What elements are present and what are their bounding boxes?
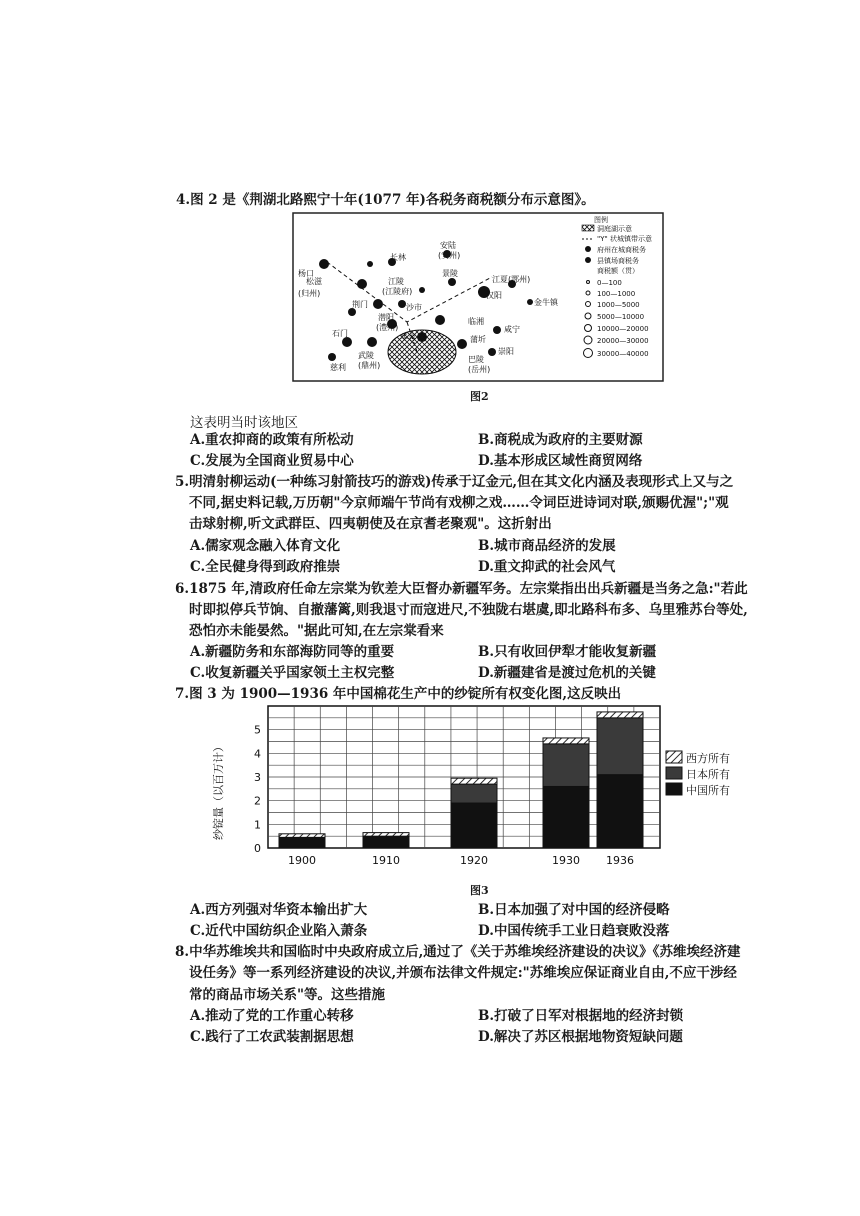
place-label: 巴陵 [468, 355, 484, 364]
city-dot [328, 353, 336, 361]
place-label: 沙市 [406, 303, 422, 312]
x-tick-label: 1930 [552, 854, 580, 867]
q7-option-c: C.近代中国纺织企业陷入萧条 [190, 923, 368, 939]
q7-option-a: A.西方列强对华资本输出扩大 [190, 902, 368, 918]
tax-distribution-map [292, 212, 664, 382]
place-label: 慈利 [330, 363, 346, 372]
q4-option-a: A.重农抑商的政策有所松动 [190, 432, 354, 448]
bar-日本所有-1930 [543, 744, 589, 787]
place-label: 安陆 [440, 241, 456, 250]
figure-2-caption: 图2 [470, 390, 489, 403]
city-dot [435, 315, 445, 325]
q8-line-2: 设任务》等一系列经济建设的决议,并颁布法律文件规定:"苏维埃应保证商业自由,不应干涉经 [189, 965, 737, 981]
svg-text:图例: 图例 [594, 216, 608, 224]
x-tick-label: 1910 [372, 854, 400, 867]
bar-中国所有-1910 [363, 836, 409, 848]
figure-3-caption: 图3 [470, 884, 489, 897]
svg-text:5000—10000: 5000—10000 [597, 313, 645, 321]
legend-swatch [666, 767, 682, 779]
svg-text:县镇场商税务: 县镇场商税务 [597, 257, 639, 265]
place-label: 汉阳 [486, 291, 502, 300]
city-dot [342, 337, 352, 347]
q4-option-c: C.发展为全国商业贸易中心 [190, 453, 354, 469]
q4-follow: 这表明当时该地区 [190, 415, 298, 431]
bar-中国所有-1930 [543, 786, 589, 848]
svg-text:商税额（贯）: 商税额（贯） [597, 267, 639, 275]
svg-text:20000—30000: 20000—30000 [597, 337, 649, 345]
city-dot [367, 261, 373, 267]
city-dot [493, 326, 501, 334]
city-dot [417, 332, 427, 342]
q5-option-a: A.儒家观念融入体育文化 [190, 538, 341, 554]
legend-label: 日本所有 [686, 768, 730, 781]
place-label: (江陵府) [382, 287, 413, 296]
svg-text:府州在城商税务: 府州在城商税务 [597, 246, 646, 254]
place-label: (澧州) [376, 323, 399, 332]
q6-option-c: C.收复新疆关乎国家领土主权完整 [190, 665, 395, 681]
q5-line-2: 不同,据史料记载,万历朝"今京师端午节尚有戏柳之戏……令词臣进诗词对联,颁赐优渥";"观 [189, 495, 729, 511]
city-dot [419, 287, 425, 293]
map-legend [582, 215, 652, 358]
q8-option-b: B.打破了日军对根据地的经济封锁 [478, 1008, 684, 1024]
legend-label: 西方所有 [686, 752, 730, 765]
place-label: 武陵 [358, 351, 374, 360]
city-dot [448, 278, 456, 286]
q6-option-b: B.只有收回伊犁才能收复新疆 [478, 644, 657, 660]
svg-text:洞庭湖示意: 洞庭湖示意 [597, 225, 632, 233]
spindle-ownership-chart [210, 700, 770, 875]
q5-option-c: C.全民健身得到政府推崇 [190, 559, 341, 575]
bar-日本所有-1936 [597, 718, 643, 775]
place-label: 松滋 [306, 277, 322, 286]
y-tick-label: 0 [254, 842, 261, 855]
q5-option-b: B.城市商品经济的发展 [478, 538, 616, 554]
svg-text:10000—20000: 10000—20000 [597, 325, 649, 333]
q4-stem: 4.图 2 是《荆湖北路熙宁十年(1077 年)各税务商税额分布示意图》。 [176, 192, 595, 208]
place-label: 咸宁 [504, 325, 520, 334]
place-label: 荆门 [352, 300, 368, 309]
place-label: 景陵 [442, 269, 458, 278]
q8-line-3: 常的商品市场关系"等。这些措施 [189, 987, 386, 1003]
x-tick-label: 1920 [460, 854, 488, 867]
q7-stem: 7.图 3 为 1900—1936 年中国棉花生产中的纱锭所有权变化图,这反映出 [175, 686, 622, 702]
city-dot [457, 339, 467, 349]
place-label: 蒲圻 [470, 335, 486, 344]
svg-text:0—100: 0—100 [597, 279, 622, 287]
svg-text:"Y" 状城镇带示意: "Y" 状城镇带示意 [597, 235, 652, 243]
q8-line-1: 8.中华苏维埃共和国临时中央政府成立后,通过了《关于苏维埃经济建设的决议》《苏维埃经济建 [175, 944, 741, 960]
q8-option-d: D.解决了苏区根据地物资短缺问题 [478, 1029, 683, 1045]
q6-line-1: 6.1875 年,清政府任命左宗棠为钦差大臣督办新疆军务。左宗棠指出出兵新疆是当务之急:"若此 [175, 581, 748, 597]
q8-option-c: C.践行了工农武装割据思想 [190, 1029, 354, 1045]
q5-line-1: 5.明清射柳运动(一种练习射箭技巧的游戏)传承于辽金元,但在其文化内涵及表现形式上又与之 [175, 474, 734, 490]
q6-line-2: 时即拟停兵节饷、自撤藩篱,则我退寸而寇进尺,不独陇右堪虞,即北路科布多、乌里雅苏台等处, [189, 602, 748, 618]
city-dot [319, 259, 329, 269]
y-tick-label: 1 [254, 818, 261, 832]
svg-text:100—1000: 100—1000 [597, 290, 636, 298]
place-label: (岳州) [468, 365, 491, 374]
place-label: 金牛镇 [534, 298, 558, 307]
q6-line-3: 恐怕亦未能晏然。"据此可知,在左宗棠看来 [189, 623, 444, 639]
y-tick-label: 4 [254, 747, 261, 761]
q6-option-d: D.新疆建省是渡过危机的关键 [478, 665, 656, 681]
bar-西方所有-1930 [543, 738, 589, 744]
place-label: 石门 [332, 329, 348, 338]
bar-中国所有-1920 [451, 803, 497, 848]
city-dot [357, 279, 367, 289]
place-label: 杨口 [298, 269, 314, 278]
x-tick-label: 1900 [288, 854, 316, 867]
x-tick-label: 1936 [606, 854, 634, 867]
place-label: (归州) [298, 289, 321, 298]
city-dot [527, 299, 533, 305]
city-dot [373, 299, 383, 309]
y-tick-label: 3 [254, 771, 261, 784]
place-label: 长林 [390, 253, 406, 262]
legend-swatch [666, 783, 682, 795]
y-tick-label: 5 [254, 723, 261, 737]
y-axis-label: 纱锭量（以百万计） [212, 741, 225, 840]
q5-option-d: D.重文抑武的社会风气 [478, 559, 616, 575]
place-label: 江夏(鄂州) [492, 275, 531, 284]
svg-text:30000—40000: 30000—40000 [597, 350, 649, 358]
bar-西方所有-1900 [279, 834, 325, 838]
city-dot [348, 308, 356, 316]
svg-text:1000—5000: 1000—5000 [597, 301, 640, 309]
place-label: (鼎州) [358, 361, 381, 370]
q8-option-a: A.推动了党的工作重心转移 [190, 1008, 354, 1024]
place-label: (安州) [438, 251, 461, 260]
q7-option-d: D.中国传统手工业日趋衰败没落 [478, 923, 670, 939]
city-dot [367, 337, 377, 347]
place-label: 江陵 [388, 277, 404, 286]
q6-option-a: A.新疆防务和东部海防同等的重要 [190, 644, 395, 660]
place-label: 崇阳 [498, 347, 514, 356]
legend-label: 中国所有 [686, 784, 730, 797]
city-dot [488, 348, 496, 356]
q4-option-d: D.基本形成区域性商贸网络 [478, 453, 643, 469]
q5-line-3: 击球射柳,听文武群臣、四夷朝使及在京耆老聚观"。这折射出 [189, 516, 552, 532]
bar-中国所有-1900 [279, 837, 325, 848]
city-dot [398, 300, 406, 308]
bar-日本所有-1920 [451, 784, 497, 803]
y-tick-label: 2 [254, 794, 261, 808]
q4-option-b: B.商税成为政府的主要财源 [478, 432, 643, 448]
bar-西方所有-1910 [363, 833, 409, 837]
legend-swatch [666, 751, 682, 763]
place-label: 华容 [400, 333, 416, 342]
q7-option-b: B.日本加强了对中国的经济侵略 [478, 902, 670, 918]
bar-西方所有-1936 [597, 712, 643, 718]
bar-中国所有-1936 [597, 775, 643, 848]
place-label: 潜阳 [378, 313, 394, 322]
place-label: 临湘 [468, 317, 484, 326]
bar-西方所有-1920 [451, 778, 497, 784]
